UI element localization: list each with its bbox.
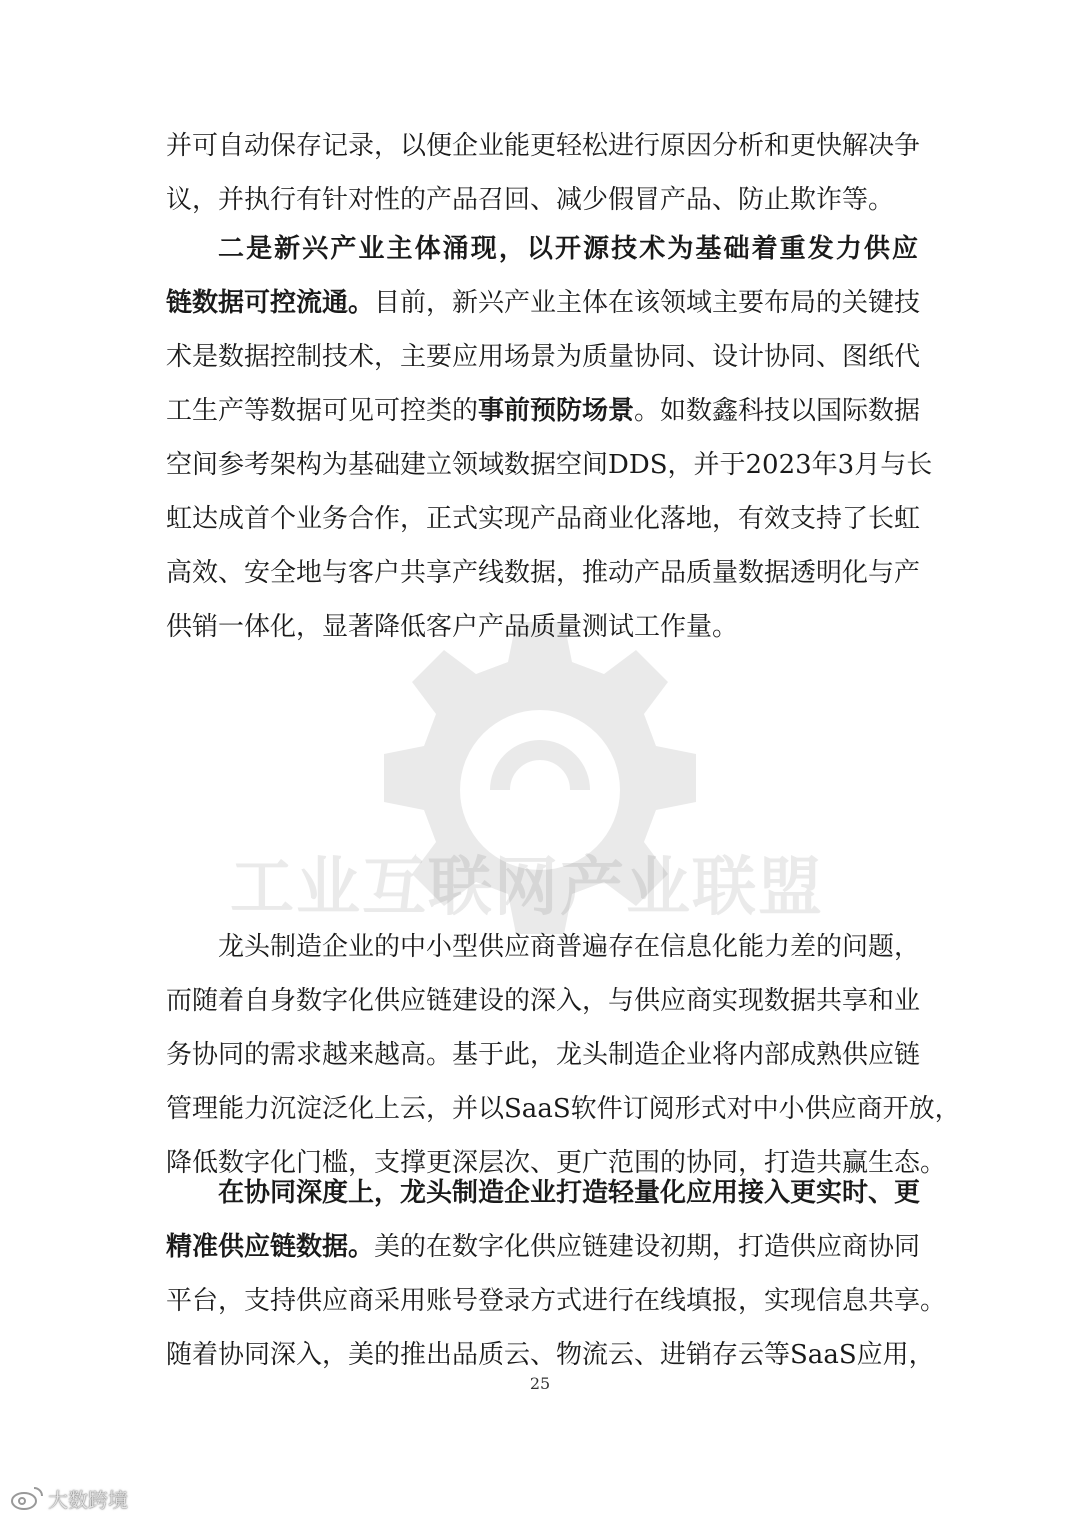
- bold-lead-line: 二是新兴产业主体涌现，以开源技术为基础着重发力供应: [218, 234, 918, 264]
- paragraph-emerging-industry: [166, 222, 933, 654]
- text-line: [166, 276, 921, 330]
- page-number: 25: [529, 1374, 551, 1393]
- text-line: [166, 384, 921, 438]
- text-line: 供销一体化，显著降低客户产品质量测试工作量。: [166, 612, 739, 642]
- bold-lead-text: 精准供应链数据。: [166, 1232, 375, 1262]
- text-line: 降低数字化门槛，支撑更深层次、更广范围的协同，打造共赢生态。: [166, 1148, 947, 1178]
- text-line: 议，并执行有针对性的产品召回、减少假冒产品、防止欺诈等。: [166, 185, 895, 215]
- text-line: 高效、安全地与客户共享产线数据，推动产品质量数据透明化与产: [166, 558, 921, 588]
- text-line: 术是数据控制技术，主要应用场景为质量协同、设计协同、图纸代: [166, 342, 921, 372]
- text-line: 虹达成首个业务合作，正式实现产品商业化落地，有效支持了长虹: [166, 504, 921, 534]
- text-line: 随着协同深入，美的推出品质云、物流云、进销存云等SaaS应用，: [166, 1340, 935, 1370]
- text-run: 工生产等数据可见可控类的: [166, 396, 479, 426]
- source-logo: [10, 1480, 128, 1516]
- text-run: 。如数鑫科技以国际数据: [634, 396, 921, 426]
- text-line: 务协同的需求越来越高。基于此，龙头制造企业将内部成熟供应链: [166, 1040, 921, 1070]
- text-line: 空间参考架构为基础建立领域数据空间DDS，并于2023年3月与长: [166, 450, 933, 480]
- bold-lead-line: 在协同深度上，龙头制造企业打造轻量化应用接入更实时、更: [218, 1178, 921, 1208]
- text-line: 龙头制造企业的中小型供应商普遍存在信息化能力差的问题，: [218, 932, 921, 962]
- logo-text: 大数跨境: [48, 1487, 128, 1512]
- text-line: 管理能力沉淀泛化上云，并以SaaS软件订阅形式对中小供应商开放，: [166, 1094, 961, 1124]
- alliance-watermark: 工业互联网产业联盟: [230, 851, 824, 925]
- text-line: 而随着自身数字化供应链建设的深入，与供应商实现数据共享和业: [166, 986, 921, 1016]
- text-line: [166, 1220, 921, 1274]
- paragraph-recall: [166, 119, 921, 227]
- paragraph-supplier: [166, 920, 961, 1190]
- text-line: 并可自动保存记录，以便企业能更轻松进行原因分析和更快解决争: [166, 131, 921, 161]
- bold-lead-text: 链数据可控流通。: [166, 288, 375, 318]
- weibo-logo-icon: [10, 1484, 44, 1512]
- bold-inline-text: 事前预防场景: [478, 396, 635, 426]
- paragraph-collaboration-depth: [166, 1166, 947, 1382]
- text-run: 目前，新兴产业主体在该领域主要布局的关键技: [374, 288, 921, 318]
- text-run: 美的在数字化供应链建设初期，打造供应商协同: [374, 1232, 921, 1262]
- text-line: 平台，支持供应商采用账号登录方式进行在线填报，实现信息共享。: [166, 1286, 947, 1316]
